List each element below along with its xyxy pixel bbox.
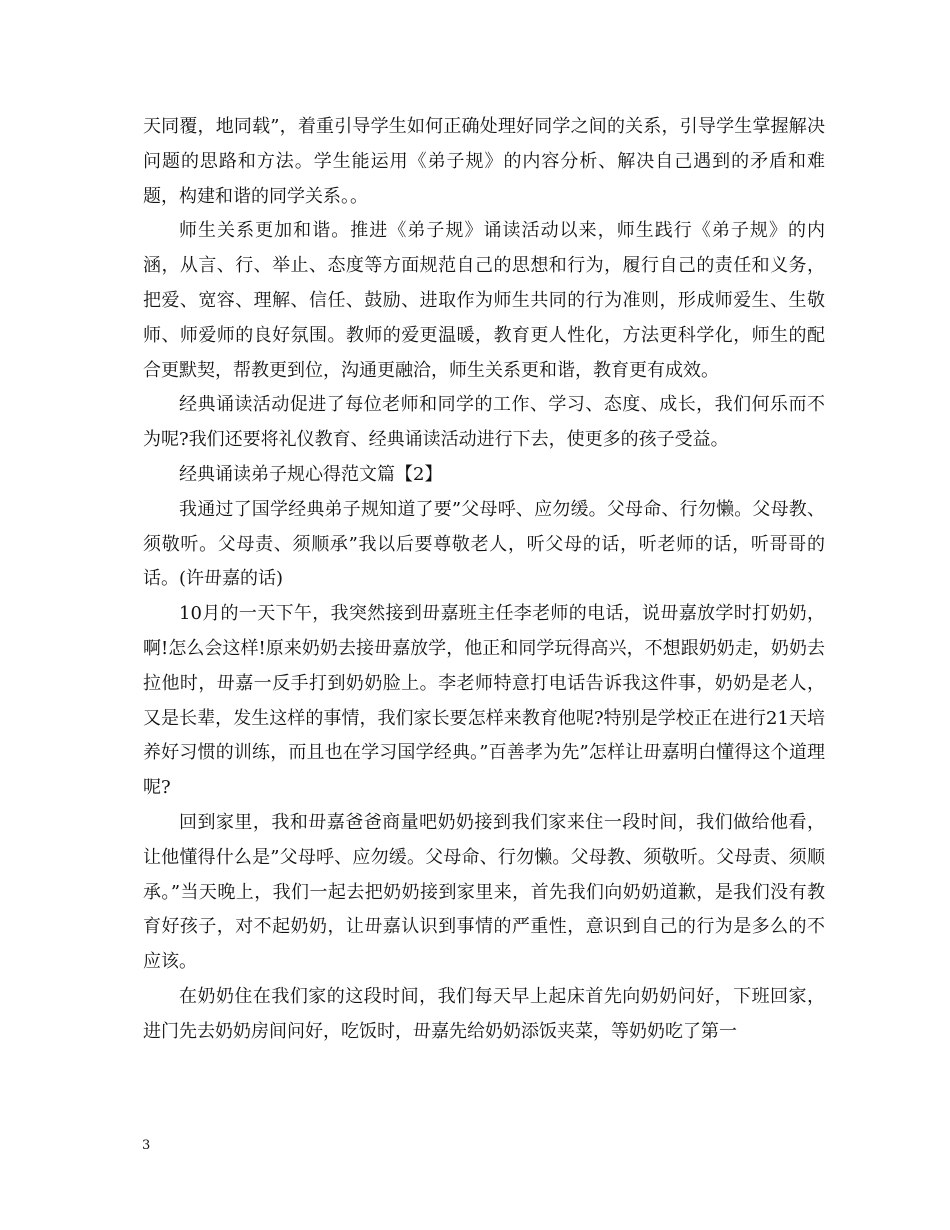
paragraph-grandma-stay: 在奶奶住在我们家的这段时间，我们每天早上起床首先向奶奶问好，下班回家，进门先去奶奶房间问好，吃饭时，毌嘉先给奶奶添饭夹菜，等奶奶吃了第一: [143, 985, 825, 1042]
paragraph-back-home: 回到家里，我和毌嘉爸爸商量吧奶奶接到我们家来住一段时间，我们做给他看，让他懂得什么是”父母呼、应勿缓。父母命、行勿懒。父母教、须敬听。父母责、须顺承。”当天晚上，我们一起去把奶奶接到家里来，首先我们向奶奶道歉，是我们没有教育好孩子，对不起奶奶，让毌嘉认识到事情的严重性，意识到自己的行为是多么的不应该。: [143, 811, 825, 973]
page-number: 3: [142, 1138, 151, 1153]
paragraph-classic-reading-benefits: 经典诵读活动促进了每位老师和同学的工作、学习、态度、成长，我们何乐而不为呢?我们还要将礼仪教育、经典诵读活动进行下去，使更多的孩子受益。: [143, 394, 825, 451]
paragraph-october-incident: 10月的一天下午，我突然接到毌嘉班主任李老师的电话，说毌嘉放学时打奶奶，啊!怎么会这样!原来奶奶去接毌嘉放学，他正和同学玩得高兴，不想跟奶奶走，奶奶去拉他时，毌嘉一反手打到奶奶脸上。李老师特意打电话告诉我这件事，奶奶是老人，又是长辈，发生这样的事情，我们家长要怎样来教育他呢?特别是学校正在进行21天培养好习惯的训练，而且也在学习国学经典。”百善孝为先”怎样让毌嘉明白懂得这个道理呢?: [143, 603, 825, 799]
paragraph-continuation: 天同覆，地同载”，着重引导学生如何正确处理好同学之间的关系，引导学生掌握解决问题的思路和方法。学生能运用《弟子规》的内容分析、解决自己遇到的矛盾和难题，构建和谐的同学关系。。: [143, 116, 825, 207]
paragraph-child-quote: 我通过了国学经典弟子规知道了要”父母呼、应勿缓。父母命、行勿懒。父母教、须敬听。父母责、须顺承”我以后要尊敬老人，听父母的话，听老师的话，听哥哥的话。(许毌嘉的话): [143, 498, 825, 590]
section-heading: 经典诵读弟子规心得范文篇【2】: [179, 463, 443, 485]
paragraph-teacher-student-relations: 师生关系更加和谐。推进《弟子规》诵读活动以来，师生践行《弟子规》的内涵，从言、行、举止、态度等方面规范自己的思想和行为，履行自己的责任和义务，把爱、宽容、理解、信任、鼓励、进取作为师生共同的行为准则，形成师爱生、生敬师、师爱师的良好氛围。教师的爱更温暖，教育更人性化，方法更科学化，师生的配合更默契，帮教更到位，沟通更融洽，师生关系更和谐，教育更有成效。: [143, 220, 825, 381]
document-body: [143, 110, 825, 1050]
